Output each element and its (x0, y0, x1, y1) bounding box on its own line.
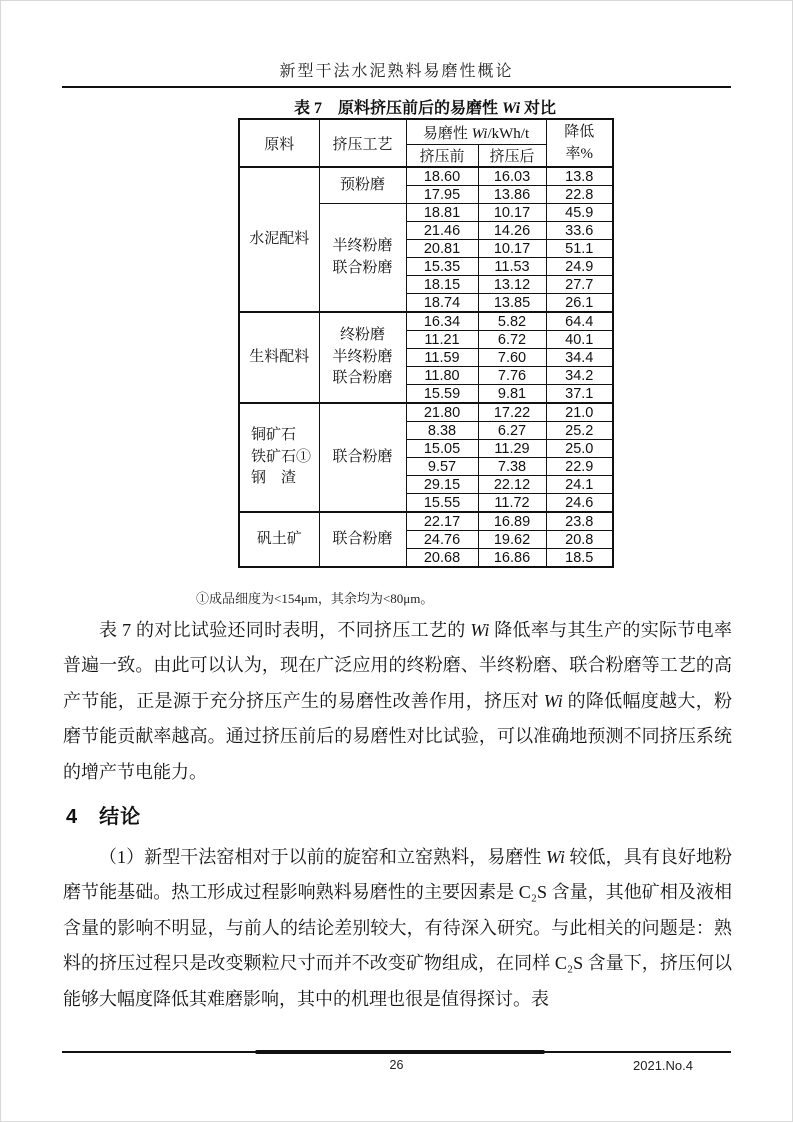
material-cell: 矾土矿 (239, 512, 319, 567)
value-cell: 5.82 (478, 312, 546, 331)
value-cell: 23.8 (546, 512, 613, 531)
value-cell: 14.26 (478, 222, 546, 240)
value-cell: 22.9 (546, 458, 613, 476)
column-header-process: 挤压工艺 (319, 119, 406, 167)
value-cell: 13.85 (478, 294, 546, 313)
value-cell: 21.0 (546, 403, 613, 422)
value-cell: 6.72 (478, 331, 546, 349)
value-cell: 24.76 (406, 531, 478, 549)
column-header-reduction (546, 119, 613, 167)
value-cell: 18.15 (406, 276, 478, 294)
table-row (239, 512, 613, 531)
value-cell: 13.8 (546, 167, 613, 186)
value-cell: 10.17 (478, 204, 546, 222)
material-cell: 生料配料 (239, 312, 319, 403)
running-header: 新型干法水泥熟料易磨性概论 (279, 63, 514, 80)
footer-page-number: 26 (389, 1058, 404, 1072)
value-cell: 18.74 (406, 294, 478, 313)
table-caption (238, 95, 612, 118)
value-cell: 22.8 (546, 186, 613, 204)
text-segment: Wi (545, 847, 565, 867)
text-segment: 降低率与其生产的实际节电率普遍一致。由此可以认为，现在广泛应用的终粉磨、半终粉磨、联合粉磨等工艺的高产节能，正是源于充分挤压产生的易磨性改善作用，挤压对 (63, 620, 733, 711)
value-cell: 22.12 (478, 476, 546, 494)
value-cell: 34.4 (546, 349, 613, 367)
footer-rule-thick (255, 1050, 545, 1054)
value-cell: 21.80 (406, 403, 478, 422)
value-cell: 17.22 (478, 403, 546, 422)
column-header-before: 挤压前 (406, 145, 478, 168)
process-cell: 联合粉磨 (319, 512, 406, 567)
value-cell: 6.27 (478, 422, 546, 440)
value-cell: 27.7 (546, 276, 613, 294)
text-segment: 表 7 原料挤压前后的易磨性 (293, 100, 502, 117)
value-cell: 9.81 (478, 385, 546, 404)
value-cell: 16.03 (478, 167, 546, 186)
process-cell: 终粉磨 半终粉磨 联合粉磨 (319, 312, 406, 403)
value-cell: 7.76 (478, 367, 546, 385)
value-cell: 21.46 (406, 222, 478, 240)
material-cell: 水泥配料 (239, 167, 319, 312)
column-header-reduction-line1: 降低 (564, 123, 595, 140)
wi-comparison-table (238, 118, 614, 568)
text-segment: Wi (501, 100, 521, 117)
value-cell: 20.81 (406, 240, 478, 258)
column-header-wi-group (406, 119, 546, 145)
value-cell: 11.29 (478, 440, 546, 458)
value-cell: 34.2 (546, 367, 613, 385)
column-header-material: 原料 (239, 119, 319, 167)
value-cell: 11.80 (406, 367, 478, 385)
table-header (239, 119, 613, 167)
value-cell: 16.34 (406, 312, 478, 331)
header-rule (62, 86, 731, 88)
table-footnote: ①成品细度为<154μm，其余均为<80μm。 (196, 591, 434, 606)
value-cell: 45.9 (546, 204, 613, 222)
value-cell: 24.9 (546, 258, 613, 276)
value-cell: 22.17 (406, 512, 478, 531)
value-cell: 15.05 (406, 440, 478, 458)
value-cell: 15.35 (406, 258, 478, 276)
text-segment: 表 7 的对比试验还同时表明，不同挤压工艺的 (99, 620, 471, 640)
text-segment: Wi (470, 620, 490, 640)
value-cell: 18.81 (406, 204, 478, 222)
value-cell: 11.53 (478, 258, 546, 276)
value-cell: 15.55 (406, 494, 478, 513)
table-row (239, 167, 613, 186)
value-cell: 18.5 (546, 549, 613, 568)
section-heading-conclusion: 4 结论 (66, 806, 142, 828)
value-cell: 7.60 (478, 349, 546, 367)
wi-table-body (239, 167, 613, 567)
body-paragraph-1 (63, 613, 732, 790)
material-cell: 铜矿石 铁矿石① 钢 渣 (239, 403, 319, 512)
value-cell: 9.57 (406, 458, 478, 476)
value-cell: 26.1 (546, 294, 613, 313)
table-header-row (239, 119, 613, 145)
table-row (239, 403, 613, 422)
value-cell: 20.8 (546, 531, 613, 549)
text-segment: 的降低幅度越大，粉磨节能贡献率越高。通过挤压前后的易磨性对比试验，可以准确地预测不同挤压系统的增产节电能力。 (63, 690, 733, 782)
text-segment: Wi (471, 125, 488, 142)
value-cell: 64.4 (546, 312, 613, 331)
value-cell: 37.1 (546, 385, 613, 404)
value-cell: 16.86 (478, 549, 546, 568)
value-cell: 24.1 (546, 476, 613, 494)
value-cell: 11.72 (478, 494, 546, 513)
text-segment: 对比 (520, 100, 557, 117)
value-cell: 16.89 (478, 512, 546, 531)
value-cell: 25.0 (546, 440, 613, 458)
value-cell: 20.68 (406, 549, 478, 568)
value-cell: 40.1 (546, 331, 613, 349)
value-cell: 11.59 (406, 349, 478, 367)
value-cell: 29.15 (406, 476, 478, 494)
text-segment: 较低，具有良好地粉磨节能基础。热工形成过程影响熟料易磨性的主要因素是 C₂S 含量，其他矿相及液相含量的影响不明显，与前人的结论差别较大，有待深入研究。与此相关的问题是：熟料的挤压过程只是改变颗粒尺寸而并不改变矿物组成，在同样 C₂S 含量下，挤压何以能够大幅度降低其难磨影响，其中的机理也很是值得探讨。表 (63, 847, 733, 1009)
value-cell: 33.6 (546, 222, 613, 240)
value-cell: 19.62 (478, 531, 546, 549)
value-cell: 24.6 (546, 494, 613, 513)
text-segment: Wi (543, 690, 563, 711)
text-segment: /kWh/t (487, 125, 530, 142)
value-cell: 51.1 (546, 240, 613, 258)
body-paragraph-2 (63, 840, 732, 1017)
text-segment: 易磨性 (422, 125, 472, 142)
process-cell: 半终粉磨 联合粉磨 (319, 204, 406, 313)
column-header-reduction-line2: 率% (565, 146, 593, 162)
column-header-after: 挤压后 (478, 145, 546, 168)
value-cell: 13.12 (478, 276, 546, 294)
value-cell: 11.21 (406, 331, 478, 349)
value-cell: 10.17 (478, 240, 546, 258)
value-cell: 8.38 (406, 422, 478, 440)
value-cell: 7.38 (478, 458, 546, 476)
value-cell: 17.95 (406, 186, 478, 204)
value-cell: 13.86 (478, 186, 546, 204)
value-cell: 15.59 (406, 385, 478, 404)
process-cell: 联合粉磨 (319, 403, 406, 512)
footer-issue: 2021.No.4 (633, 1058, 693, 1073)
process-cell: 预粉磨 (319, 167, 406, 204)
text-segment: （1）新型干法窑相对于以前的旋窑和立窑熟料，易磨性 (99, 847, 546, 867)
table-row (239, 312, 613, 331)
value-cell: 25.2 (546, 422, 613, 440)
value-cell: 18.60 (406, 167, 478, 186)
